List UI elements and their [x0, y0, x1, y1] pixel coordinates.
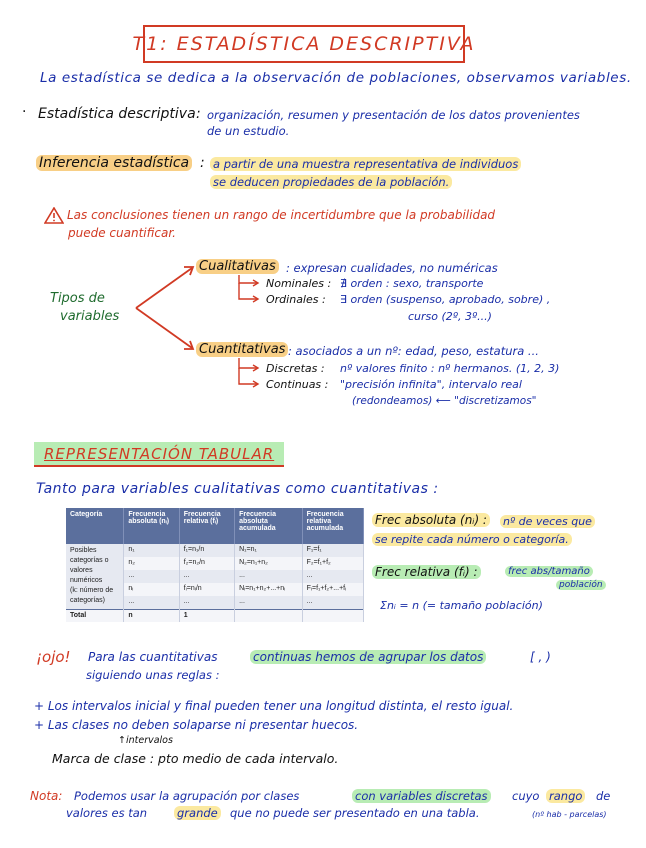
table-cell: n₂	[124, 557, 179, 570]
table-header: Frecuencia relativa (fᵢ)	[179, 508, 234, 544]
cualitativas-subarrows	[235, 275, 265, 303]
tipos-label-2: variables	[60, 309, 120, 324]
frequency-table	[66, 508, 364, 622]
warning-text-1: Las conclusiones tienen un rango de incertidumbre que la probabilidad	[67, 208, 496, 222]
warning-text-2: puede cuantificar.	[68, 226, 176, 240]
nominales-label: Nominales :	[266, 277, 332, 290]
section-heading-tabular	[34, 442, 284, 467]
category-line: valores	[70, 567, 93, 574]
table-cell: ...	[302, 596, 363, 609]
nota-text-1a: Podemos usar la agrupación por clases	[74, 789, 300, 803]
descriptiva-label: Estadística descriptiva	[38, 106, 196, 122]
sum-text: Σnᵢ = n (= tamaño población)	[380, 599, 543, 612]
table-total-row	[66, 609, 364, 622]
inferencia-colon: :	[200, 155, 205, 171]
ordinales-label: Ordinales :	[266, 293, 326, 306]
category-line: categorías)	[70, 597, 106, 604]
table-cell: 1	[179, 609, 234, 622]
cuantitativas-subarrows	[235, 358, 265, 388]
bullet: ·	[22, 104, 27, 120]
table-cell: ...	[124, 596, 179, 609]
intervalos-note: ↑intervalos	[118, 735, 173, 746]
nota-label: Nota:	[30, 789, 63, 803]
tabular-intro: Tanto para variables cualitativas como cuantitativas :	[36, 481, 439, 497]
category-line: numéricos	[70, 577, 103, 584]
inferencia-text-1: a partir de una muestra representativa de individuos	[210, 157, 521, 171]
continuas-label: Continuas :	[266, 378, 329, 391]
frec-relativa-label: Frec relativa (fᵢ) :	[372, 565, 481, 579]
table-cell: F₂=f₁+f₂	[302, 557, 363, 570]
nota-text-2a: valores es tan	[66, 806, 148, 820]
ordinales-text-1: ∃ orden (suspenso, aprobado, sobre) ,	[340, 293, 551, 306]
table-cell	[302, 609, 363, 622]
ojo-text-3: siguiendo unas reglas :	[86, 668, 220, 682]
discretas-text: nº valores finito : nº hermanos. (1, 2, 3)	[340, 362, 560, 375]
table-cell: ...	[179, 570, 234, 583]
inferencia-text-2: se deducen propiedades de la población.	[210, 175, 452, 189]
table-cell: n₁	[124, 544, 179, 557]
nota-text-1c: cuyo	[512, 789, 540, 803]
table-header: Frecuencia absoluta acumulada	[235, 508, 303, 544]
rule-1: + Los intervalos inicial y final pueden tener una longitud distinta, el resto igual.	[34, 699, 514, 713]
nominales-text: ∄ orden : sexo, transporte	[340, 277, 484, 290]
table-cell: nᵢ	[124, 583, 179, 596]
descriptiva-text-2: de un estudio.	[207, 124, 290, 138]
frec-relativa-text-1: frec abs/tamaño	[505, 566, 593, 577]
category-line: (k: número de	[70, 587, 114, 594]
ojo-text-1: Para las cuantitativas	[88, 650, 218, 664]
table-cell: ...	[124, 570, 179, 583]
nota-text-1d: rango	[546, 789, 585, 803]
tipos-label-1: Tipos de	[50, 291, 105, 306]
rule-2: + Las clases no deben solaparse ni presentar huecos.	[34, 718, 359, 732]
table-header: Categoría	[66, 508, 124, 544]
marca-text: Marca de clase : pto medio de cada intervalo.	[52, 751, 339, 766]
nota-text-2c: que no puede ser presentado en una tabla.	[230, 806, 480, 820]
table-cell-categories	[66, 544, 124, 609]
table-cell: N₁=n₁	[235, 544, 303, 557]
cualitativas-text: : expresan cualidades, no numéricas	[286, 261, 498, 275]
nota-text-1e: de	[596, 789, 611, 803]
intro-text: La estadística se dedica a la observación de poblaciones, observamos variables.	[40, 70, 632, 86]
table-cell: Total	[66, 609, 124, 622]
page-title: T1: ESTADÍSTICA DESCRIPTIVA	[132, 33, 476, 55]
table-header: Frecuencia absoluta (nᵢ)	[124, 508, 179, 544]
frec-absoluta-label: Frec absoluta (nᵢ) :	[372, 513, 490, 527]
cualitativas-label: Cualitativas	[196, 259, 279, 274]
descriptiva-text-1: organización, resumen y presentación de los datos provenientes	[207, 108, 580, 122]
ojo-highlight: continuas hemos de agrupar los datos	[250, 650, 486, 664]
table-cell: Nᵢ=n₁+n₂+...+nᵢ	[235, 583, 303, 596]
category-line: Posibles	[70, 547, 97, 554]
nota-text-1b: con variables discretas	[352, 789, 491, 803]
table-cell: ...	[179, 596, 234, 609]
nota-text-2d: (nº hab - parcelas)	[532, 810, 607, 819]
table-cell: F₁=f₁	[302, 544, 363, 557]
ordinales-text-2: curso (2º, 3º...)	[408, 310, 492, 323]
nota-text-2b: grande	[174, 806, 221, 820]
discretas-label: Discretas :	[266, 362, 325, 375]
continuas-text-2: (redondeamos) ⟵ "discretizamos"	[352, 395, 537, 407]
tipos-branch-arrows	[132, 262, 202, 354]
table-header: Frecuencia relativa acumulada	[302, 508, 363, 544]
frec-absoluta-text-2: se repite cada número o categoría.	[372, 533, 572, 546]
section-heading-tabular-text: REPRESENTACIÓN TABULAR	[44, 445, 275, 463]
inferencia-label: Inferencia estadística	[36, 155, 192, 171]
table-cell: f₂=n₂/n	[179, 557, 234, 570]
table-row	[66, 544, 364, 557]
table-cell: f₁=n₁/n	[179, 544, 234, 557]
table-cell: ...	[235, 570, 303, 583]
cuantitativas-label: Cuantitativas	[196, 342, 288, 357]
table-cell: ...	[302, 570, 363, 583]
table-header-row	[66, 508, 364, 544]
table-cell: N₂=n₁+n₂	[235, 557, 303, 570]
cuantitativas-text: : asociados a un nº: edad, peso, estatura ...	[288, 344, 539, 358]
table-cell: Fᵢ=f₁+f₂+...+fᵢ	[302, 583, 363, 596]
descriptiva-colon: :	[196, 106, 201, 122]
frec-absoluta-text-1: nº de veces que	[500, 515, 595, 528]
table-cell: ...	[235, 596, 303, 609]
table-cell: n	[124, 609, 179, 622]
ojo-bracket: [ , )	[530, 650, 551, 664]
table-cell	[235, 609, 303, 622]
warning-triangle-icon	[44, 207, 64, 224]
ojo-label: ¡ojo!	[36, 648, 71, 666]
page-title-box	[132, 25, 476, 63]
continuas-text-1: "precisión infinita", intervalo real	[340, 378, 522, 391]
frec-relativa-text-2: población	[556, 580, 606, 590]
category-line: categorías o	[70, 557, 109, 564]
table-cell: fᵢ=nᵢ/n	[179, 583, 234, 596]
